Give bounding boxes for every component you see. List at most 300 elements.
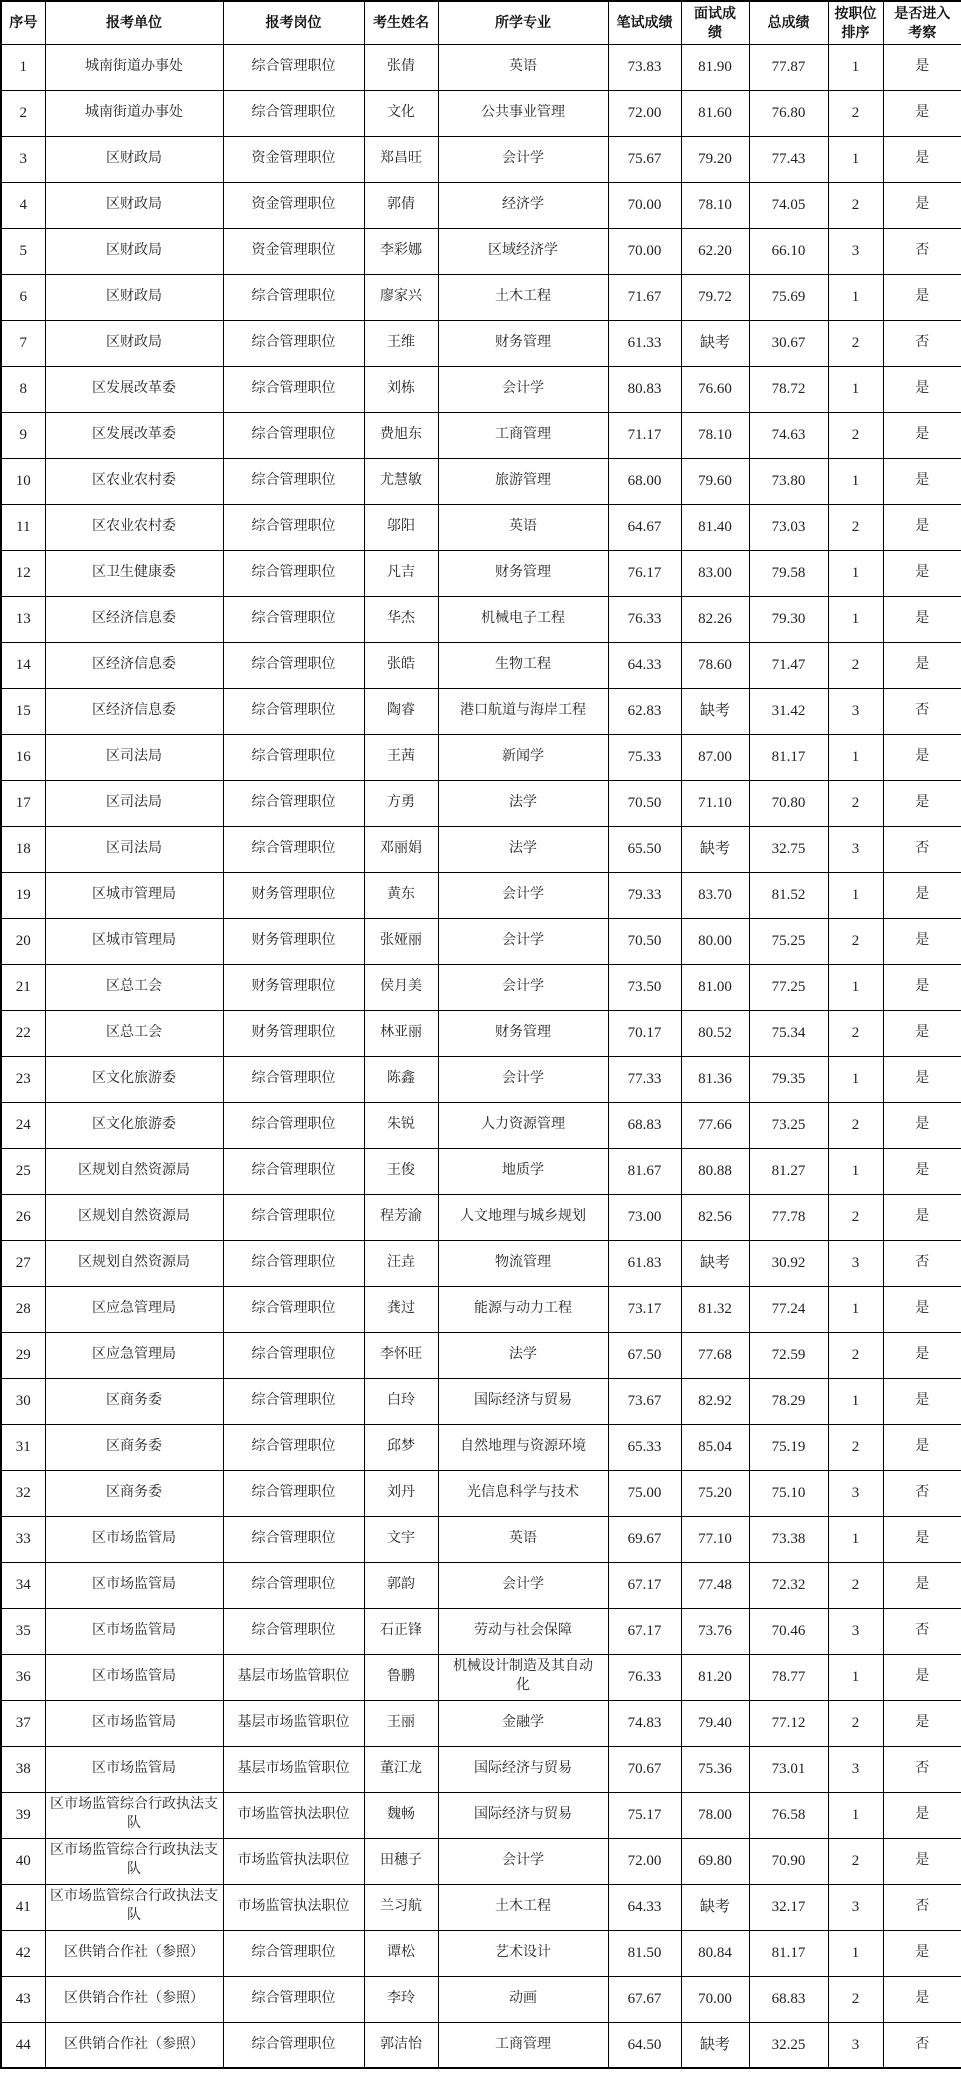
- major-cell: 会计学: [438, 1562, 608, 1608]
- total-cell: 30.67: [749, 320, 828, 366]
- name-cell: 王俊: [364, 1148, 438, 1194]
- name-cell: 刘丹: [364, 1470, 438, 1516]
- inspection-cell: 否: [883, 228, 961, 274]
- unit-cell: 区应急管理局: [45, 1286, 223, 1332]
- major-cell: 生物工程: [438, 642, 608, 688]
- written-cell: 65.33: [608, 1424, 681, 1470]
- total-cell: 70.80: [749, 780, 828, 826]
- major-cell: 动画: [438, 1976, 608, 2022]
- rank-cell: 2: [828, 182, 883, 228]
- position-cell: 综合管理职位: [223, 1056, 364, 1102]
- written-cell: 70.50: [608, 918, 681, 964]
- major-cell: 国际经济与贸易: [438, 1378, 608, 1424]
- major-cell: 工商管理: [438, 2022, 608, 2068]
- rank-cell: 1: [828, 44, 883, 90]
- total-cell: 73.01: [749, 1746, 828, 1792]
- unit-cell: 区规划自然资源局: [45, 1240, 223, 1286]
- unit-cell: 区农业农村委: [45, 458, 223, 504]
- table-row: [1, 872, 961, 918]
- serial-cell: 39: [1, 1792, 45, 1838]
- serial-cell: 9: [1, 412, 45, 458]
- serial-cell: 19: [1, 872, 45, 918]
- rank-cell: 3: [828, 1746, 883, 1792]
- unit-cell: 区财政局: [45, 228, 223, 274]
- rank-cell: 1: [828, 550, 883, 596]
- interview-cell: 81.32: [681, 1286, 749, 1332]
- major-cell: 经济学: [438, 182, 608, 228]
- position-cell: 综合管理职位: [223, 1608, 364, 1654]
- name-cell: 邱梦: [364, 1424, 438, 1470]
- position-cell: 综合管理职位: [223, 1194, 364, 1240]
- interview-cell: 缺考: [681, 688, 749, 734]
- major-cell: 法学: [438, 826, 608, 872]
- major-cell: 工商管理: [438, 412, 608, 458]
- unit-cell: 区供销合作社（参照）: [45, 1976, 223, 2022]
- interview-cell: 81.36: [681, 1056, 749, 1102]
- interview-cell: 缺考: [681, 1884, 749, 1930]
- interview-cell: 缺考: [681, 320, 749, 366]
- name-cell: 郭倩: [364, 182, 438, 228]
- position-cell: 综合管理职位: [223, 90, 364, 136]
- position-cell: 基层市场监管职位: [223, 1746, 364, 1792]
- total-cell: 74.05: [749, 182, 828, 228]
- major-cell: 艺术设计: [438, 1930, 608, 1976]
- total-cell: 75.10: [749, 1470, 828, 1516]
- name-cell: 李怀旺: [364, 1332, 438, 1378]
- written-cell: 75.33: [608, 734, 681, 780]
- serial-cell: 44: [1, 2022, 45, 2068]
- name-cell: 华杰: [364, 596, 438, 642]
- unit-cell: 区市场监管局: [45, 1608, 223, 1654]
- written-cell: 75.00: [608, 1470, 681, 1516]
- interview-cell: 77.48: [681, 1562, 749, 1608]
- position-cell: 综合管理职位: [223, 274, 364, 320]
- serial-cell: 23: [1, 1056, 45, 1102]
- name-cell: 凡吉: [364, 550, 438, 596]
- interview-cell: 83.70: [681, 872, 749, 918]
- major-cell: 劳动与社会保障: [438, 1608, 608, 1654]
- table-row: [1, 964, 961, 1010]
- written-cell: 62.83: [608, 688, 681, 734]
- inspection-cell: 是: [883, 136, 961, 182]
- inspection-cell: 是: [883, 1654, 961, 1700]
- inspection-cell: 是: [883, 1332, 961, 1378]
- written-cell: 70.17: [608, 1010, 681, 1056]
- interview-cell: 78.10: [681, 182, 749, 228]
- rank-cell: 1: [828, 366, 883, 412]
- name-cell: 文化: [364, 90, 438, 136]
- position-cell: 资金管理职位: [223, 136, 364, 182]
- name-cell: 林亚丽: [364, 1010, 438, 1056]
- inspection-cell: 否: [883, 320, 961, 366]
- rank-cell: 2: [828, 918, 883, 964]
- inspection-cell: 否: [883, 2022, 961, 2068]
- interview-cell: 81.40: [681, 504, 749, 550]
- major-cell: 国际经济与贸易: [438, 1792, 608, 1838]
- serial-cell: 25: [1, 1148, 45, 1194]
- serial-cell: 32: [1, 1470, 45, 1516]
- interview-cell: 87.00: [681, 734, 749, 780]
- major-cell: 区域经济学: [438, 228, 608, 274]
- written-cell: 61.33: [608, 320, 681, 366]
- serial-cell: 38: [1, 1746, 45, 1792]
- interview-cell: 75.36: [681, 1746, 749, 1792]
- written-cell: 69.67: [608, 1516, 681, 1562]
- table-row: [1, 1286, 961, 1332]
- serial-cell: 43: [1, 1976, 45, 2022]
- inspection-cell: 否: [883, 1746, 961, 1792]
- col-header-rank-by-position: 按职位排序: [828, 1, 883, 44]
- table-row: [1, 1056, 961, 1102]
- written-cell: 73.67: [608, 1378, 681, 1424]
- rank-cell: 1: [828, 1056, 883, 1102]
- position-cell: 财务管理职位: [223, 964, 364, 1010]
- total-cell: 71.47: [749, 642, 828, 688]
- inspection-cell: 是: [883, 182, 961, 228]
- written-cell: 68.00: [608, 458, 681, 504]
- total-cell: 31.42: [749, 688, 828, 734]
- total-cell: 78.29: [749, 1378, 828, 1424]
- rank-cell: 2: [828, 1562, 883, 1608]
- major-cell: 会计学: [438, 1838, 608, 1884]
- position-cell: 财务管理职位: [223, 872, 364, 918]
- serial-cell: 7: [1, 320, 45, 366]
- rank-cell: 1: [828, 1654, 883, 1700]
- interview-cell: 78.10: [681, 412, 749, 458]
- unit-cell: 区城市管理局: [45, 872, 223, 918]
- table-row: [1, 274, 961, 320]
- major-cell: 法学: [438, 780, 608, 826]
- interview-cell: 82.56: [681, 1194, 749, 1240]
- written-cell: 70.00: [608, 228, 681, 274]
- written-cell: 76.17: [608, 550, 681, 596]
- inspection-cell: 是: [883, 1010, 961, 1056]
- position-cell: 综合管理职位: [223, 780, 364, 826]
- written-cell: 64.33: [608, 1884, 681, 1930]
- unit-cell: 区司法局: [45, 734, 223, 780]
- name-cell: 张倩: [364, 44, 438, 90]
- written-cell: 72.00: [608, 1838, 681, 1884]
- major-cell: 港口航道与海岸工程: [438, 688, 608, 734]
- major-cell: 英语: [438, 1516, 608, 1562]
- interview-cell: 缺考: [681, 826, 749, 872]
- unit-cell: 区农业农村委: [45, 504, 223, 550]
- written-cell: 73.00: [608, 1194, 681, 1240]
- inspection-cell: 是: [883, 1286, 961, 1332]
- serial-cell: 13: [1, 596, 45, 642]
- position-cell: 综合管理职位: [223, 688, 364, 734]
- position-cell: 资金管理职位: [223, 228, 364, 274]
- written-cell: 67.17: [608, 1608, 681, 1654]
- rank-cell: 2: [828, 1700, 883, 1746]
- position-cell: 综合管理职位: [223, 550, 364, 596]
- rank-cell: 1: [828, 1378, 883, 1424]
- rank-cell: 1: [828, 1792, 883, 1838]
- table-row: [1, 826, 961, 872]
- written-cell: 76.33: [608, 596, 681, 642]
- major-cell: 能源与动力工程: [438, 1286, 608, 1332]
- name-cell: 董江龙: [364, 1746, 438, 1792]
- name-cell: 王丽: [364, 1700, 438, 1746]
- total-cell: 77.87: [749, 44, 828, 90]
- interview-cell: 76.60: [681, 366, 749, 412]
- table-row: [1, 1010, 961, 1056]
- written-cell: 74.83: [608, 1700, 681, 1746]
- serial-cell: 11: [1, 504, 45, 550]
- serial-cell: 4: [1, 182, 45, 228]
- interview-cell: 79.60: [681, 458, 749, 504]
- interview-cell: 83.00: [681, 550, 749, 596]
- interview-cell: 缺考: [681, 2022, 749, 2068]
- serial-cell: 5: [1, 228, 45, 274]
- serial-cell: 6: [1, 274, 45, 320]
- written-cell: 80.83: [608, 366, 681, 412]
- major-cell: 自然地理与资源环境: [438, 1424, 608, 1470]
- inspection-cell: 是: [883, 1378, 961, 1424]
- written-cell: 68.83: [608, 1102, 681, 1148]
- unit-cell: 区应急管理局: [45, 1332, 223, 1378]
- major-cell: 人力资源管理: [438, 1102, 608, 1148]
- table-row: [1, 688, 961, 734]
- name-cell: 鲁鹏: [364, 1654, 438, 1700]
- major-cell: 旅游管理: [438, 458, 608, 504]
- unit-cell: 区文化旅游委: [45, 1102, 223, 1148]
- written-cell: 67.67: [608, 1976, 681, 2022]
- name-cell: 程芳渝: [364, 1194, 438, 1240]
- written-cell: 77.33: [608, 1056, 681, 1102]
- major-cell: 英语: [438, 44, 608, 90]
- table-row: [1, 458, 961, 504]
- interview-cell: 85.04: [681, 1424, 749, 1470]
- total-cell: 78.72: [749, 366, 828, 412]
- total-cell: 77.12: [749, 1700, 828, 1746]
- position-cell: 综合管理职位: [223, 596, 364, 642]
- total-cell: 79.58: [749, 550, 828, 596]
- written-cell: 61.83: [608, 1240, 681, 1286]
- serial-cell: 28: [1, 1286, 45, 1332]
- unit-cell: 区市场监管局: [45, 1654, 223, 1700]
- interview-cell: 78.60: [681, 642, 749, 688]
- rank-cell: 2: [828, 780, 883, 826]
- col-header-enter-inspection: 是否进入考察: [883, 1, 961, 44]
- written-cell: 73.17: [608, 1286, 681, 1332]
- serial-cell: 31: [1, 1424, 45, 1470]
- inspection-cell: 是: [883, 734, 961, 780]
- interview-cell: 75.20: [681, 1470, 749, 1516]
- major-cell: 会计学: [438, 1056, 608, 1102]
- table-row: [1, 550, 961, 596]
- serial-cell: 33: [1, 1516, 45, 1562]
- rank-cell: 2: [828, 1332, 883, 1378]
- interview-cell: 77.68: [681, 1332, 749, 1378]
- rank-cell: 1: [828, 274, 883, 320]
- position-cell: 基层市场监管职位: [223, 1654, 364, 1700]
- interview-cell: 77.10: [681, 1516, 749, 1562]
- inspection-cell: 否: [883, 1240, 961, 1286]
- inspection-cell: 是: [883, 1700, 961, 1746]
- written-cell: 67.50: [608, 1332, 681, 1378]
- unit-cell: 城南街道办事处: [45, 44, 223, 90]
- position-cell: 综合管理职位: [223, 1424, 364, 1470]
- rank-cell: 1: [828, 1516, 883, 1562]
- position-cell: 综合管理职位: [223, 1930, 364, 1976]
- position-cell: 综合管理职位: [223, 1470, 364, 1516]
- name-cell: 李玲: [364, 1976, 438, 2022]
- major-cell: 财务管理: [438, 1010, 608, 1056]
- serial-cell: 3: [1, 136, 45, 182]
- rank-cell: 1: [828, 136, 883, 182]
- unit-cell: 区总工会: [45, 964, 223, 1010]
- interview-cell: 80.52: [681, 1010, 749, 1056]
- name-cell: 龚过: [364, 1286, 438, 1332]
- total-cell: 30.92: [749, 1240, 828, 1286]
- written-cell: 75.17: [608, 1792, 681, 1838]
- unit-cell: 区市场监管局: [45, 1516, 223, 1562]
- unit-cell: 区总工会: [45, 1010, 223, 1056]
- serial-cell: 30: [1, 1378, 45, 1424]
- table-row: [1, 320, 961, 366]
- total-cell: 75.34: [749, 1010, 828, 1056]
- position-cell: 市场监管执法职位: [223, 1838, 364, 1884]
- inspection-cell: 否: [883, 688, 961, 734]
- inspection-cell: 是: [883, 274, 961, 320]
- interview-cell: 79.40: [681, 1700, 749, 1746]
- rank-cell: 1: [828, 1930, 883, 1976]
- name-cell: 王茜: [364, 734, 438, 780]
- unit-cell: 区司法局: [45, 826, 223, 872]
- table-row: [1, 1194, 961, 1240]
- unit-cell: 区供销合作社（参照）: [45, 2022, 223, 2068]
- rank-cell: 3: [828, 1608, 883, 1654]
- name-cell: 田穗子: [364, 1838, 438, 1884]
- position-cell: 市场监管执法职位: [223, 1792, 364, 1838]
- inspection-cell: 是: [883, 1056, 961, 1102]
- position-cell: 综合管理职位: [223, 1148, 364, 1194]
- serial-cell: 37: [1, 1700, 45, 1746]
- position-cell: 综合管理职位: [223, 1516, 364, 1562]
- interview-cell: 80.88: [681, 1148, 749, 1194]
- inspection-cell: 是: [883, 504, 961, 550]
- interview-cell: 81.60: [681, 90, 749, 136]
- name-cell: 张皓: [364, 642, 438, 688]
- total-cell: 81.52: [749, 872, 828, 918]
- position-cell: 综合管理职位: [223, 1332, 364, 1378]
- inspection-cell: 是: [883, 1976, 961, 2022]
- serial-cell: 29: [1, 1332, 45, 1378]
- col-header-major: 所学专业: [438, 1, 608, 44]
- total-cell: 81.27: [749, 1148, 828, 1194]
- total-cell: 73.03: [749, 504, 828, 550]
- total-cell: 70.90: [749, 1838, 828, 1884]
- unit-cell: 区市场监管局: [45, 1562, 223, 1608]
- unit-cell: 区商务委: [45, 1424, 223, 1470]
- total-cell: 76.58: [749, 1792, 828, 1838]
- interview-cell: 71.10: [681, 780, 749, 826]
- table-row: [1, 1976, 961, 2022]
- major-cell: 机械设计制造及其自动化: [438, 1654, 608, 1700]
- rank-cell: 2: [828, 1102, 883, 1148]
- total-cell: 32.75: [749, 826, 828, 872]
- name-cell: 方勇: [364, 780, 438, 826]
- interview-cell: 62.20: [681, 228, 749, 274]
- name-cell: 陶睿: [364, 688, 438, 734]
- name-cell: 黄东: [364, 872, 438, 918]
- unit-cell: 区发展改革委: [45, 412, 223, 458]
- inspection-cell: 是: [883, 1562, 961, 1608]
- table-row: [1, 90, 961, 136]
- table-row: [1, 1102, 961, 1148]
- interview-cell: 79.72: [681, 274, 749, 320]
- name-cell: 廖家兴: [364, 274, 438, 320]
- total-cell: 74.63: [749, 412, 828, 458]
- table-row: [1, 1930, 961, 1976]
- major-cell: 国际经济与贸易: [438, 1746, 608, 1792]
- col-header-unit: 报考单位: [45, 1, 223, 44]
- interview-cell: 81.20: [681, 1654, 749, 1700]
- position-cell: 综合管理职位: [223, 44, 364, 90]
- rank-cell: 1: [828, 734, 883, 780]
- total-cell: 81.17: [749, 1930, 828, 1976]
- major-cell: 英语: [438, 504, 608, 550]
- major-cell: 会计学: [438, 964, 608, 1010]
- name-cell: 朱锐: [364, 1102, 438, 1148]
- major-cell: 财务管理: [438, 550, 608, 596]
- written-cell: 70.50: [608, 780, 681, 826]
- serial-cell: 26: [1, 1194, 45, 1240]
- serial-cell: 1: [1, 44, 45, 90]
- name-cell: 邓丽娟: [364, 826, 438, 872]
- major-cell: 人文地理与城乡规划: [438, 1194, 608, 1240]
- written-cell: 81.67: [608, 1148, 681, 1194]
- unit-cell: 区供销合作社（参照）: [45, 1930, 223, 1976]
- unit-cell: 区文化旅游委: [45, 1056, 223, 1102]
- name-cell: 费旭东: [364, 412, 438, 458]
- table-row: [1, 1700, 961, 1746]
- inspection-cell: 是: [883, 412, 961, 458]
- serial-cell: 27: [1, 1240, 45, 1286]
- table-row: [1, 1424, 961, 1470]
- major-cell: 物流管理: [438, 1240, 608, 1286]
- name-cell: 文宇: [364, 1516, 438, 1562]
- total-cell: 72.32: [749, 1562, 828, 1608]
- interview-cell: 79.20: [681, 136, 749, 182]
- position-cell: 综合管理职位: [223, 458, 364, 504]
- rank-cell: 2: [828, 1424, 883, 1470]
- total-cell: 77.24: [749, 1286, 828, 1332]
- total-cell: 70.46: [749, 1608, 828, 1654]
- unit-cell: 区财政局: [45, 182, 223, 228]
- rank-cell: 1: [828, 872, 883, 918]
- unit-cell: 区财政局: [45, 136, 223, 182]
- inspection-cell: 是: [883, 1930, 961, 1976]
- serial-cell: 15: [1, 688, 45, 734]
- unit-cell: 区财政局: [45, 274, 223, 320]
- major-cell: 会计学: [438, 918, 608, 964]
- serial-cell: 21: [1, 964, 45, 1010]
- written-cell: 70.67: [608, 1746, 681, 1792]
- total-cell: 75.69: [749, 274, 828, 320]
- name-cell: 郭韵: [364, 1562, 438, 1608]
- rank-cell: 3: [828, 2022, 883, 2068]
- col-header-serial: 序号: [1, 1, 45, 44]
- serial-cell: 14: [1, 642, 45, 688]
- serial-cell: 35: [1, 1608, 45, 1654]
- name-cell: 侯月美: [364, 964, 438, 1010]
- table-row: [1, 504, 961, 550]
- total-cell: 32.25: [749, 2022, 828, 2068]
- total-cell: 66.10: [749, 228, 828, 274]
- table-row: [1, 1516, 961, 1562]
